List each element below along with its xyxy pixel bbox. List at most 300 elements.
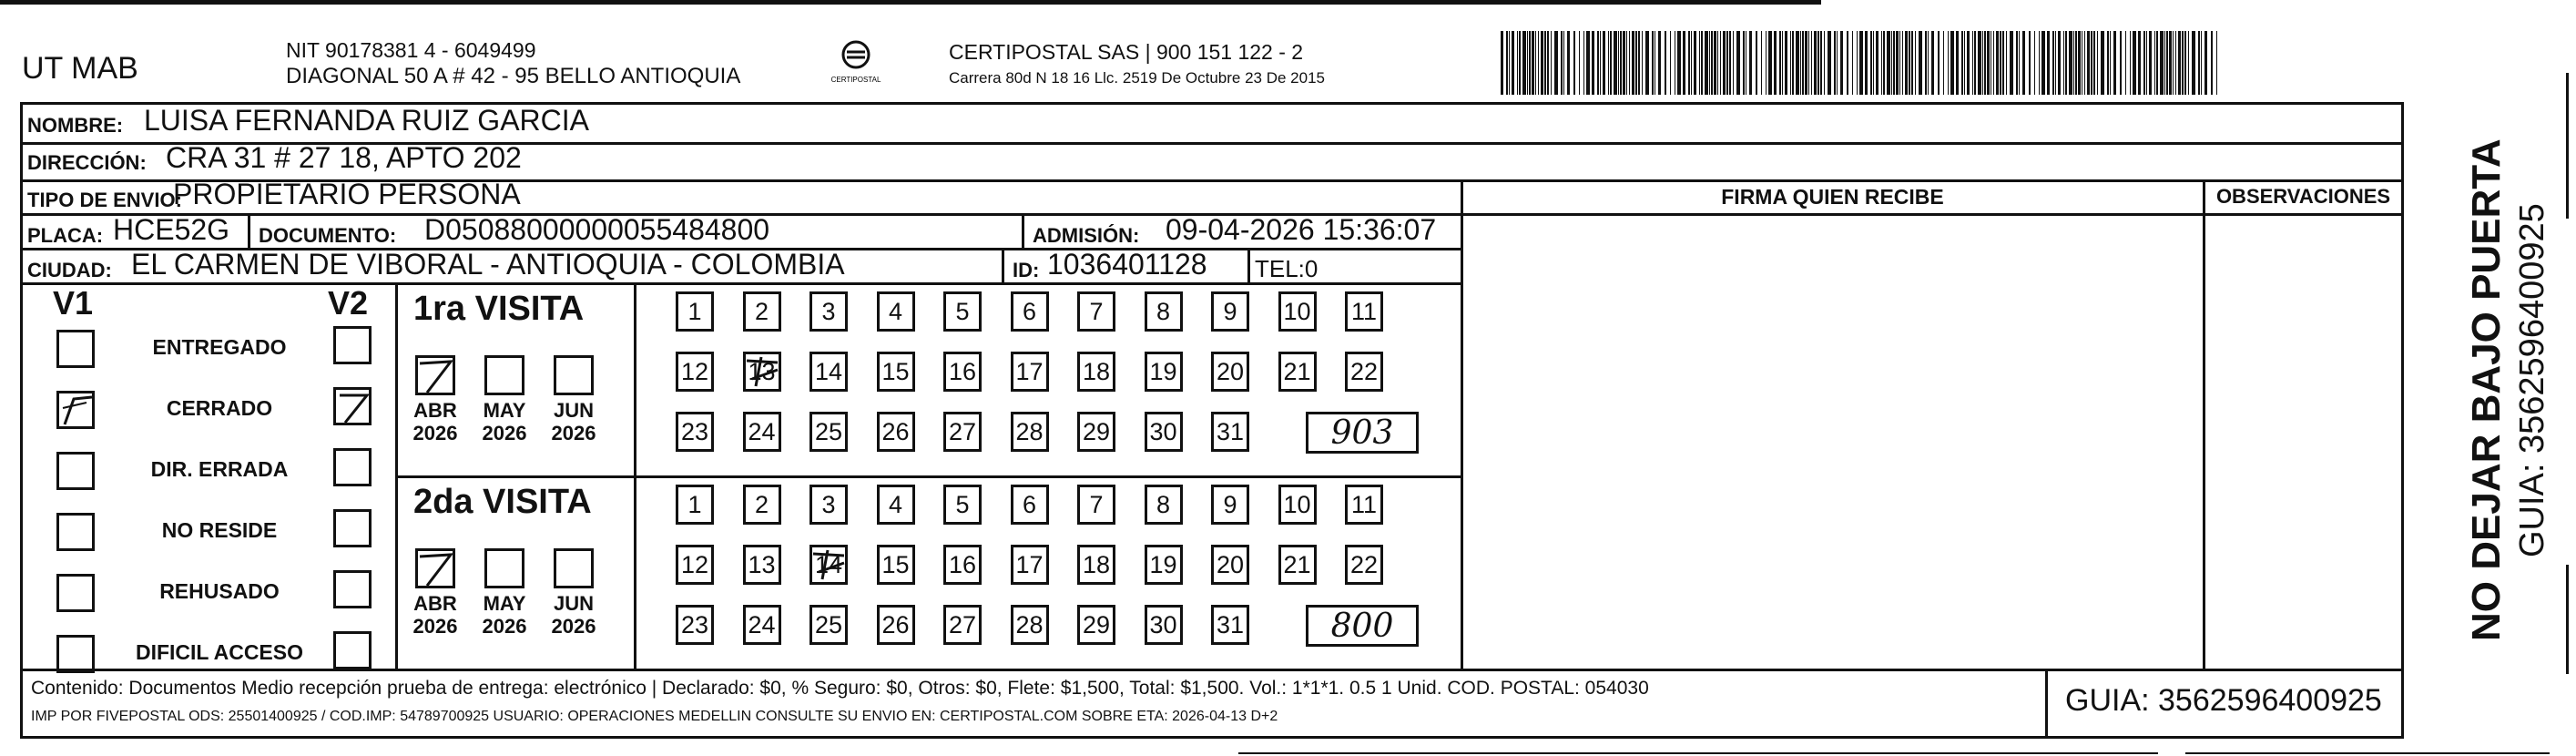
barcode-bar <box>1987 31 1990 95</box>
visit1-day-14[interactable]: 14 <box>809 352 848 392</box>
visit1-day-24[interactable]: 24 <box>743 412 781 452</box>
barcode-bar <box>2052 31 2054 95</box>
barcode-bar <box>1943 31 1944 95</box>
barcode-bar <box>2019 31 2020 95</box>
visit1-month-label-jun <box>546 399 601 444</box>
barcode-bar <box>1870 31 1872 95</box>
barcode-bar <box>1522 31 1526 95</box>
visit2-day-12[interactable]: 12 <box>676 545 714 585</box>
v2-checkbox-cerrado[interactable] <box>333 387 372 425</box>
barcode-bar <box>1911 31 1913 95</box>
divider <box>20 282 1463 285</box>
visit2-day-10[interactable]: 10 <box>1278 485 1317 525</box>
barcode-bar <box>1768 31 1772 95</box>
barcode-bar <box>1896 31 1899 95</box>
barcode-bar <box>1915 31 1916 95</box>
barcode-bar <box>1956 31 1959 95</box>
barcode-bar <box>1626 31 1627 95</box>
v2-checkbox-dir-errada[interactable] <box>333 448 372 486</box>
month-name: JUN <box>553 399 594 422</box>
visit2-day-21[interactable]: 21 <box>1278 545 1317 585</box>
barcode-bar <box>2211 31 2213 95</box>
visit2-day-19[interactable]: 19 <box>1145 545 1183 585</box>
sender-address: DIAGONAL 50 A # 42 - 95 BELLO ANTIOQUIA <box>286 64 741 88</box>
id-label: ID: <box>1013 259 1040 281</box>
barcode-bar <box>1608 31 1609 95</box>
visit2-day-13[interactable]: 13 <box>743 545 781 585</box>
barcode-bar <box>1658 31 1661 95</box>
visit2-handwritten-time[interactable]: 800 <box>1306 605 1419 647</box>
admision-value: 09-04-2026 15:36:07 <box>1166 213 1437 246</box>
tel-value: 0 <box>1304 255 1319 282</box>
barcode-bar <box>2073 31 2074 95</box>
barcode-bar <box>1887 31 1890 95</box>
barcode-bar <box>1614 31 1617 95</box>
visit2-day-23[interactable]: 23 <box>676 605 714 645</box>
barcode-bar <box>1670 31 1671 95</box>
barcode-bar <box>1551 31 1552 95</box>
barcode-bar <box>1567 31 1570 95</box>
barcode-bar <box>2097 31 2098 95</box>
direccion-value: CRA 31 # 27 18, APTO 202 <box>166 141 522 174</box>
visit2-day-6[interactable]: 6 <box>1011 485 1049 525</box>
visit1-day-16[interactable]: 16 <box>943 352 982 392</box>
barcode-bar <box>2138 31 2141 95</box>
footer-right <box>2401 669 2404 739</box>
barcode-bar <box>1779 31 1781 95</box>
barcode-bar <box>2156 31 2158 95</box>
visit1-day-22[interactable]: 22 <box>1345 352 1383 392</box>
barcode-bar <box>2201 31 2202 95</box>
barcode-bar <box>1527 31 1528 95</box>
barcode-bar <box>2041 31 2045 95</box>
firma-left-border <box>1461 179 1463 669</box>
observaciones-header: OBSERVACIONES <box>2215 185 2391 208</box>
barcode-bar <box>1859 31 1863 95</box>
visit1-day-21[interactable]: 21 <box>1278 352 1317 392</box>
certipostal-logo <box>830 38 881 84</box>
barcode-bar <box>2182 31 2184 95</box>
v2-checkbox-entregado[interactable] <box>333 326 372 364</box>
visit1-day-4[interactable]: 4 <box>877 291 915 332</box>
barcode-bar <box>2000 31 2001 95</box>
visit1-day-30[interactable]: 30 <box>1145 412 1183 452</box>
side-warning: NO DEJAR BAJO PUERTA <box>2464 138 2509 641</box>
barcode-bar <box>2149 31 2152 95</box>
barcode-bar <box>1632 31 1634 95</box>
handwritten-mark <box>809 545 848 585</box>
barcode-bar <box>1535 31 1536 95</box>
v1-checkbox-cerrado[interactable] <box>56 391 95 429</box>
barcode-bar <box>1579 31 1580 95</box>
divider <box>1247 248 1250 284</box>
barcode-bar <box>1688 31 1690 95</box>
visit2-day-18[interactable]: 18 <box>1077 545 1115 585</box>
visit2-day-25[interactable]: 25 <box>809 605 848 645</box>
barcode-bar <box>2143 31 2145 95</box>
barcode-bar <box>1610 31 1612 95</box>
visit2-day-8[interactable]: 8 <box>1145 485 1183 525</box>
visit2-day-14[interactable]: 14 <box>809 545 848 585</box>
barcode-bar <box>1603 31 1605 95</box>
logo-text: CERTIPOSTAL <box>830 76 881 84</box>
visit1-handwritten-time[interactable]: 903 <box>1306 412 1419 454</box>
barcode-bar <box>1517 31 1518 95</box>
barcode-bar <box>2164 31 2165 95</box>
barcode-bar <box>1756 31 1757 95</box>
barcode-bar <box>2101 31 2104 95</box>
id-value: 1036401128 <box>1047 248 1207 281</box>
ciudad-value: EL CARMEN DE VIBORAL - ANTIOQUIA - COLOMBIA <box>131 248 845 281</box>
barcode-bar <box>1893 31 1895 95</box>
barcode-bar <box>1544 31 1546 95</box>
barcode-bar <box>2010 31 2013 95</box>
barcode-bar <box>1726 31 1728 95</box>
visit2-day-20[interactable]: 20 <box>1211 545 1249 585</box>
barcode-bar <box>1876 31 1879 95</box>
visit2-day-30[interactable]: 30 <box>1145 605 1183 645</box>
visit2-day-28[interactable]: 28 <box>1011 605 1049 645</box>
barcode-bar <box>1683 31 1685 95</box>
barcode-bar <box>1736 31 1740 95</box>
barcode-bar <box>2058 31 2061 95</box>
visit1-day-10[interactable]: 10 <box>1278 291 1317 332</box>
barcode-bar <box>1623 31 1625 95</box>
v1-checkbox-no-reside[interactable] <box>56 513 95 551</box>
visit1-day-26[interactable]: 26 <box>877 412 915 452</box>
barcode-bar <box>2047 31 2050 95</box>
barcode-bar <box>1618 31 1619 95</box>
visit1-month-checkbox-abr[interactable] <box>415 355 455 395</box>
barcode-bar <box>1820 31 1822 95</box>
barcode-bar <box>1532 31 1534 95</box>
visit1-title: 1ra VISITA <box>413 290 585 328</box>
visit2-day-7[interactable]: 7 <box>1077 485 1115 525</box>
month-name: MAY <box>483 399 526 422</box>
barcode-bar <box>1541 31 1543 95</box>
barcode-bar <box>2184 31 2186 95</box>
status-label-rehusado: REHUSADO <box>159 579 280 603</box>
barcode-bar <box>1873 31 1874 95</box>
barcode-bar <box>2173 31 2174 95</box>
barcode-bar <box>1919 31 1922 95</box>
visit1-day-20[interactable]: 20 <box>1211 352 1249 392</box>
barcode-bar <box>1978 31 1981 95</box>
placa-label: PLACA: <box>27 224 104 247</box>
documento-value: D05088000000055484800 <box>424 213 770 246</box>
barcode-bar <box>2075 31 2077 95</box>
barcode-bar <box>1817 31 1819 95</box>
v1-checkbox-rehusado[interactable] <box>56 574 95 612</box>
visit2-day-22[interactable]: 22 <box>1345 545 1383 585</box>
barcode-bar <box>1563 31 1564 95</box>
barcode-bar <box>2065 31 2067 95</box>
visit1-day-15[interactable]: 15 <box>877 352 915 392</box>
barcode-bar <box>1972 31 1973 95</box>
status-label-dir-errada: DIR. ERRADA <box>150 457 289 481</box>
barcode-bar <box>1583 31 1584 95</box>
admision-label: ADMISIÓN: <box>1033 224 1140 247</box>
visit1-day-25[interactable]: 25 <box>809 412 848 452</box>
visit1-day-17[interactable]: 17 <box>1011 352 1049 392</box>
month-year: 2026 <box>551 422 596 444</box>
barcode-bar <box>2204 31 2207 95</box>
handwritten-mark <box>743 352 781 392</box>
barcode-bar <box>2166 31 2168 95</box>
barcode-bar <box>1694 31 1696 95</box>
barcode-bar <box>1796 31 1799 95</box>
barcode-bar <box>2120 31 2122 95</box>
month-name: MAY <box>483 592 526 615</box>
barcode-bar <box>1677 31 1681 95</box>
barcode-bar <box>1964 31 1965 95</box>
barcode-bar <box>1743 31 1745 95</box>
frame-left <box>20 102 23 669</box>
documento-label: DOCUMENTO: <box>259 224 397 247</box>
obs-left-border <box>2203 179 2205 669</box>
barcode-bar <box>1840 31 1843 95</box>
barcode-bar <box>2198 31 2200 95</box>
visit1-day-12[interactable]: 12 <box>676 352 714 392</box>
barcode-bar <box>1948 31 1949 95</box>
barcode-bar <box>1790 31 1791 95</box>
scan-edge <box>0 0 1821 5</box>
barcode-bar <box>1561 31 1563 95</box>
barcode-bar <box>1824 31 1825 95</box>
barcode-bar <box>2002 31 2004 95</box>
frame-right <box>2401 102 2404 669</box>
divider <box>248 213 250 250</box>
barcode-bar <box>1909 31 1910 95</box>
scan-edge <box>2566 73 2569 219</box>
barcode-bar <box>1711 31 1713 95</box>
barcode-bar <box>2063 31 2064 95</box>
month-name: JUN <box>553 592 594 615</box>
sender-nit: NIT 90178381 4 - 6049499 <box>286 38 536 62</box>
tipo-label: TIPO DE ENVIO: <box>27 189 182 211</box>
scan-edge <box>1238 752 2158 754</box>
barcode-bar <box>1883 31 1885 95</box>
visit2-title: 2da VISITA <box>413 483 592 521</box>
barcode-bar <box>1847 31 1848 95</box>
visit1-day-18[interactable]: 18 <box>1077 352 1115 392</box>
status-label-cerrado: CERRADO <box>166 396 273 420</box>
visit1-day-6[interactable]: 6 <box>1011 291 1049 332</box>
barcode-bar <box>1808 31 1809 95</box>
visit1-day-31[interactable]: 31 <box>1211 412 1249 452</box>
barcode-bar <box>1891 31 1892 95</box>
barcode-bar <box>1749 31 1752 95</box>
barcode-bar <box>1761 31 1762 95</box>
visit2-month-checkbox-may[interactable] <box>484 548 524 588</box>
barcode-bar <box>1899 31 1900 95</box>
barcode-bar <box>2084 31 2085 95</box>
firma-header: FIRMA QUIEN RECIBE <box>1721 185 1944 209</box>
visit1-day-27[interactable]: 27 <box>943 412 982 452</box>
v1-checkbox-entregado[interactable] <box>56 330 95 368</box>
barcode-bar <box>1638 31 1640 95</box>
barcode-bar <box>1554 31 1558 95</box>
tel-label: TEL: <box>1255 255 1305 282</box>
visit2-day-2[interactable]: 2 <box>743 485 781 525</box>
barcode-bar <box>2093 31 2095 95</box>
visit1-day-7[interactable]: 7 <box>1077 291 1115 332</box>
nombre-value: LUISA FERNANDA RUIZ GARCIA <box>144 104 589 137</box>
barcode-bar <box>1865 31 1868 95</box>
nombre-label: NOMBRE: <box>27 114 124 137</box>
barcode-bar <box>2125 31 2126 95</box>
barcode-bar <box>1996 31 1999 95</box>
barcode-bar <box>2133 31 2136 95</box>
visit2-month-checkbox-abr[interactable] <box>415 548 455 588</box>
barcode-bar <box>1938 31 1940 95</box>
barcode-bar <box>1600 31 1601 95</box>
visit1-day-13[interactable]: 13 <box>743 352 781 392</box>
barcode-bar <box>1717 31 1718 95</box>
barcode-bar <box>1925 31 1927 95</box>
barcode-bar <box>1720 31 1721 95</box>
barcode-bar <box>1785 31 1787 95</box>
barcode-bar <box>1967 31 1970 95</box>
visit2-day-9[interactable]: 9 <box>1211 485 1249 525</box>
barcode-bar <box>2034 31 2035 95</box>
barcode-bar <box>2055 31 2056 95</box>
visit1-month-checkbox-jun[interactable] <box>554 355 594 395</box>
barcode-bar <box>1974 31 1976 95</box>
visit2-day-24[interactable]: 24 <box>743 605 781 645</box>
barcode-bar <box>1766 31 1767 95</box>
barcode-bar <box>1665 31 1666 95</box>
barcode-bar <box>2160 31 2164 95</box>
barcode-bar <box>1547 31 1549 95</box>
visit2-day-31[interactable]: 31 <box>1211 605 1249 645</box>
barcode-bar <box>1709 31 1710 95</box>
barcode-bar <box>1519 31 1521 95</box>
visit1-day-1[interactable]: 1 <box>676 291 714 332</box>
barcode-bar <box>1597 31 1599 95</box>
barcode-bar <box>2022 31 2025 95</box>
barcode-bar <box>1586 31 1590 95</box>
visit2-day-1[interactable]: 1 <box>676 485 714 525</box>
footer-guia-border <box>2045 669 2048 739</box>
barcode-bar <box>1950 31 1954 95</box>
visit1-day-19[interactable]: 19 <box>1145 352 1183 392</box>
visit1-month-label-may <box>477 399 532 444</box>
barcode-bar <box>1814 31 1817 95</box>
barcode-bar <box>1592 31 1594 95</box>
visit2-month-label-jun <box>546 592 601 638</box>
barcode-bar <box>2039 31 2040 95</box>
barcode-bar <box>1993 31 1994 95</box>
ciudad-label: CIUDAD: <box>27 259 112 281</box>
visit2-day-16[interactable]: 16 <box>943 545 982 585</box>
visit2-day-15[interactable]: 15 <box>877 545 915 585</box>
visit1-day-3[interactable]: 3 <box>809 291 848 332</box>
v1-checkbox-dir-errada[interactable] <box>56 452 95 490</box>
barcode-bar <box>1652 31 1654 95</box>
barcode-bar <box>1691 31 1692 95</box>
visit2-day-4[interactable]: 4 <box>877 485 915 525</box>
barcode-bar <box>2175 31 2176 95</box>
v1-header: V1 <box>53 284 94 322</box>
status-label-no-reside: NO RESIDE <box>161 518 278 542</box>
barcode-bar <box>1645 31 1649 95</box>
barcode-bar <box>1723 31 1726 95</box>
visit2-day-26[interactable]: 26 <box>877 605 915 645</box>
month-name: ABR <box>413 592 457 615</box>
barcode-bar <box>2016 31 2018 95</box>
status-label-dificil-acceso: DIFICIL ACCESO <box>135 640 303 664</box>
barcode-bar <box>1828 31 1831 95</box>
footer-guia: GUIA: 3562596400925 <box>2065 683 2382 718</box>
barcode-bar <box>1857 31 1858 95</box>
barcode-bar <box>1620 31 1622 95</box>
v2-checkbox-dificil-acceso[interactable] <box>333 631 372 669</box>
placa-value: HCE52G <box>113 213 230 246</box>
barcode-bar <box>1961 31 1963 95</box>
visit1-day-8[interactable]: 8 <box>1145 291 1183 332</box>
visit1-day-5[interactable]: 5 <box>943 291 982 332</box>
visit2-day-5[interactable]: 5 <box>943 485 982 525</box>
barcode-bar <box>1506 31 1508 95</box>
visit1-day-2[interactable]: 2 <box>743 291 781 332</box>
barcode-bar <box>2178 31 2181 95</box>
barcode-bar <box>1792 31 1794 95</box>
visit2-day-11[interactable]: 11 <box>1345 485 1383 525</box>
visit1-day-28[interactable]: 28 <box>1011 412 1049 452</box>
barcode-bar <box>1852 31 1853 95</box>
v2-header: V2 <box>328 284 369 322</box>
month-year: 2026 <box>412 422 458 444</box>
tipo-value: PROPIETARIO PERSONA <box>173 178 521 210</box>
month-year: 2026 <box>482 615 527 638</box>
visit1-day-23[interactable]: 23 <box>676 412 714 452</box>
scan-edge <box>2566 565 2569 674</box>
v1-checkbox-dificil-acceso[interactable] <box>56 635 95 673</box>
carrier-name: CERTIPOSTAL SAS | 900 151 122 - 2 <box>949 40 1304 64</box>
barcode-bar <box>1984 31 1986 95</box>
barcode-bar <box>2154 31 2155 95</box>
visit2-day-27[interactable]: 27 <box>943 605 982 645</box>
visit1-day-29[interactable]: 29 <box>1077 412 1115 452</box>
barcode-bar <box>1800 31 1801 95</box>
visit2-day-3[interactable]: 3 <box>809 485 848 525</box>
barcode-bar <box>1837 31 1838 95</box>
v2-checkbox-no-reside[interactable] <box>333 509 372 547</box>
barcode-bar <box>2078 31 2081 95</box>
barcode-bar <box>2130 31 2131 95</box>
scan-edge <box>2185 752 2550 754</box>
footer-left <box>20 669 23 739</box>
barcode-bar <box>1931 31 1934 95</box>
barcode-bar <box>1529 31 1531 95</box>
barcode-bar <box>1905 31 1908 95</box>
visit2-month-checkbox-jun[interactable] <box>554 548 594 588</box>
visit2-day-17[interactable]: 17 <box>1011 545 1049 585</box>
visit1-day-9[interactable]: 9 <box>1211 291 1249 332</box>
barcode-bar <box>1733 31 1734 95</box>
barcode-bar <box>2192 31 2195 95</box>
barcode-bar <box>1705 31 1708 95</box>
barcode-bar <box>1881 31 1882 95</box>
barcode-bar <box>2110 31 2111 95</box>
v2-checkbox-rehusado[interactable] <box>333 570 372 608</box>
status-label-entregado: ENTREGADO <box>152 335 287 359</box>
visit2-day-29[interactable]: 29 <box>1077 605 1115 645</box>
visit1-month-checkbox-may[interactable] <box>484 355 524 395</box>
visit1-day-11[interactable]: 11 <box>1345 291 1383 332</box>
barcode-bar <box>1928 31 1929 95</box>
